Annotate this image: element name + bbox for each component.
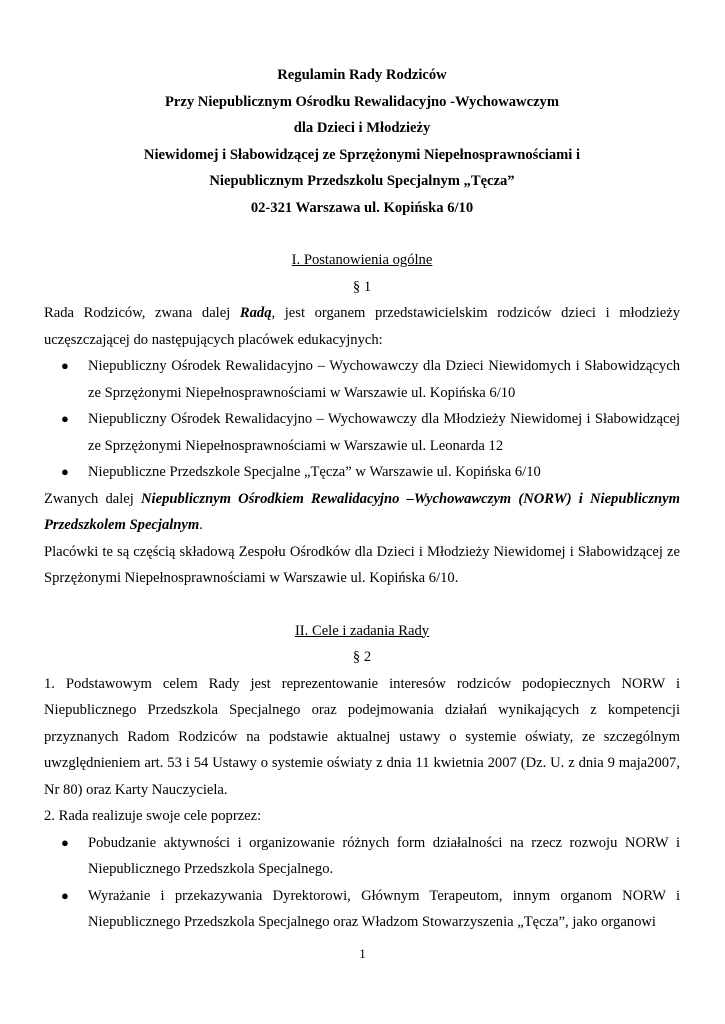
list-item: ● Niepubliczny Ośrodek Rewalidacyjno – Wychowawczy dla Młodzieży Niewidomej i Słabowidzącej ze Sprzężonymi Niepełnosprawnościami w Warszawie ul. Leonarda 12 xyxy=(44,406,680,459)
section-heading: I. Postanowienia ogólne xyxy=(291,252,433,268)
title-line: Regulamin Rady Rodziców xyxy=(277,67,447,83)
section-heading: II. Cele i zadania Rady xyxy=(294,622,430,639)
goals-list xyxy=(44,830,680,936)
title-line: Niepublicznym Przedszkolu Specjalnym „Tęcza” xyxy=(209,173,515,189)
list-item: ● Niepubliczny Ośrodek Rewalidacyjno – Wychowawczy dla Dzieci Niewidomych i Słabowidzących ze Sprzężonymi Niepełnosprawnościami w Warszawie ul. Kopińska 6/10 xyxy=(44,353,680,406)
list-item: ● Niepubliczne Przedszkole Specjalne „Tęcza” w Warszawie ul. Kopińska 6/10 xyxy=(44,459,680,486)
bullet-icon: ● xyxy=(61,464,69,479)
list-item: ● Pobudzanie aktywności i organizowanie różnych form działalności na rzecz rozwoju NORW i Niepublicznego Przedszkola Specjalnego. xyxy=(44,830,680,883)
institutions-list xyxy=(44,353,680,486)
title-line: dla Dzieci i Młodzieży xyxy=(293,120,431,136)
title-line: Przy Niepublicznym Ośrodku Rewalidacyjno -Wychowawczym xyxy=(164,93,559,110)
list-item: ● Wyrażanie i przekazywania Dyrektorowi, Głównym Terapeutom, innym organom NORW i Niepublicznego Przedszkola Specjalnego oraz Władzom Stowarzyszenia „Tęcza”, jako organowi xyxy=(44,883,680,936)
point-2: 2. Rada realizuje swoje cele poprzez: xyxy=(44,808,262,824)
rada-term: Radą xyxy=(239,305,272,321)
point-1: 1. Podstawowym celem Rady jest reprezentowanie interesów rodziców podopiecznych NORW i Niepublicznego Przedszkola Specjalnego oraz podejmowania działań wynikających z kompetencji przyznanych Radom Rodziców na podstawie aktualnej ustawy o systemie oświaty, ze szczególnym uwzględnieniem art. 53 i 54 Ustawy o systemie oświaty z dnia 11 kwietnia 2007 (Dz. U. z dnia 9 maja2007, Nr 80) oraz Karty Nauczyciela. xyxy=(44,675,680,798)
bullet-icon: ● xyxy=(61,887,69,903)
page-number: 1 xyxy=(359,946,366,961)
title-line: Niewidomej i Słabowidzącej ze Sprzężonymi Niepełnosprawnościami i xyxy=(143,146,581,163)
zwanych-paragraph: Zwanych dalej Niepublicznym Ośrodkiem Rewalidacyjno –Wychowawczym (NORW) i Niepublicznym Przedszkolem Specjalnym. xyxy=(44,490,680,533)
bullet-icon: ● xyxy=(61,834,69,850)
title-line: 02-321 Warszawa ul. Kopińska 6/10 xyxy=(250,199,474,216)
paragraph-mark: § 2 xyxy=(352,649,372,665)
paragraph-mark: § 1 xyxy=(352,278,372,295)
bullet-icon: ● xyxy=(61,358,69,373)
placowki-paragraph: Placówki te są częścią składową Zespołu Ośrodków dla Dzieci i Młodzieży Niewidomej i Słabowidzącej ze Sprzężonymi Niepełnosprawnościami w Warszawie ul. Kopińska 6/10. xyxy=(44,543,680,586)
document-title xyxy=(44,62,680,221)
norw-term: Niepublicznym Ośrodkiem Rewalidacyjno –Wychowawczym (NORW) i Niepublicznym Przedszkolem Specjalnym xyxy=(44,490,680,533)
document-page xyxy=(44,62,680,936)
intro-paragraph: Rada Rodziców, zwana dalej Radą, jest organem przedstawicielskim rodziców dzieci i młodzieży uczęszczającej do następujących placówek edukacyjnych: xyxy=(44,305,680,348)
bullet-icon: ● xyxy=(61,411,69,426)
